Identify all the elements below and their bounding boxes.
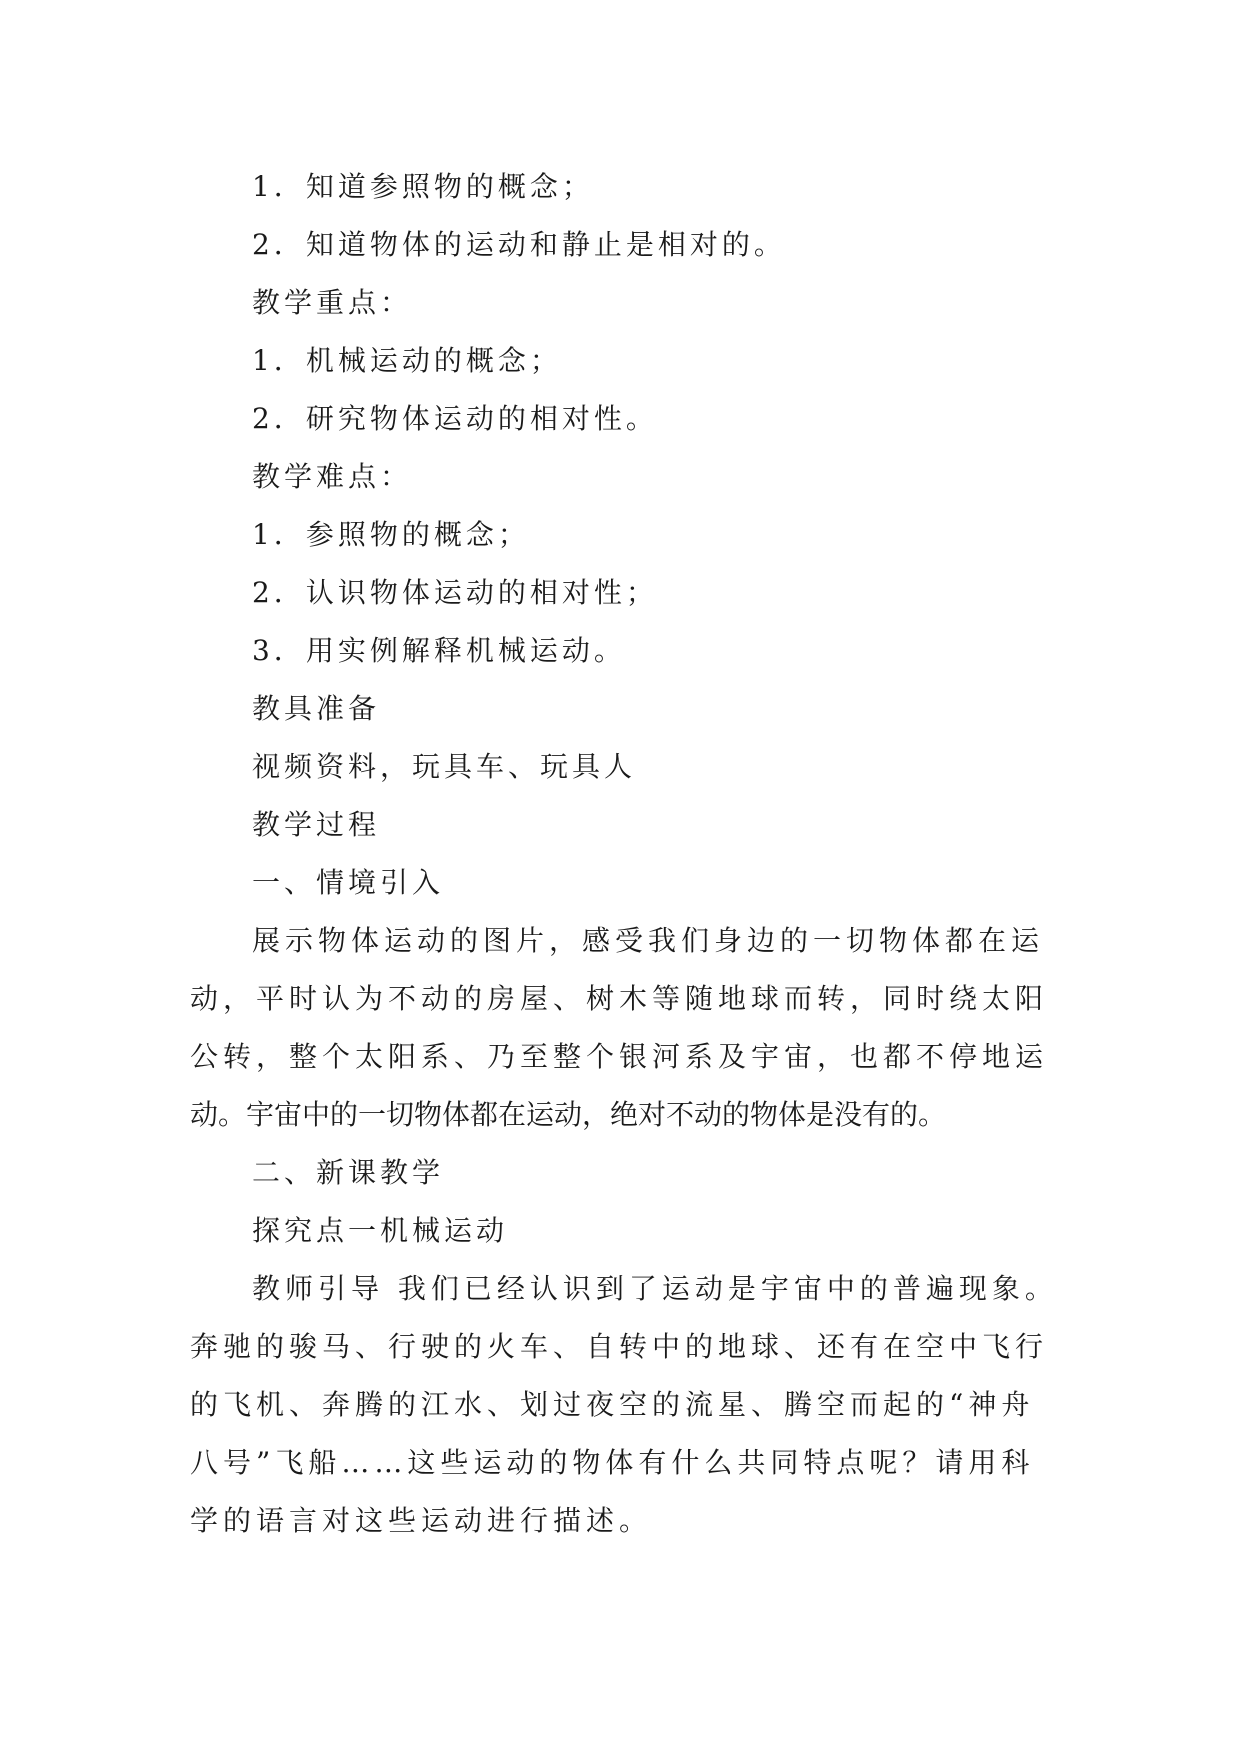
difficulty-3: 3．用实例解释机械运动。 (252, 634, 626, 667)
document-body (190, 158, 1060, 1550)
key-point-2: 2．研究物体运动的相对性。 (252, 402, 658, 435)
difficulty-2: 2．认识物体运动的相对性； (252, 576, 658, 609)
teaching-process-heading: 教学过程 (252, 808, 381, 841)
teacher-guidance-paragraph: 教师引导 我们已经认识到了运动是宇宙中的普遍现象。奔驰的骏马、行驶的火车、自转中的地球、还有在空中飞行的飞机、奔腾的江水、划过夜空的流星、腾空而起的“神舟八号”飞船……这些运动的物体有什么共同特点呢？请用科学的语言对这些运动进行描述。 (190, 1272, 1058, 1537)
intro-paragraph: 展示物体运动的图片，感受我们身边的一切物体都在运动，平时认为不动的房屋、树木等随地球而转，同时绕太阳公转，整个太阳系、乃至整个银河系及宇宙，也都不停地运 (190, 924, 1049, 1073)
intro-paragraph-last-line: 动。宇宙中的一切物体都在运动，绝对不动的物体是没有的。 (190, 1098, 947, 1131)
teaching-aids-heading: 教具准备 (252, 692, 381, 725)
difficulty-1: 1．参照物的概念； (252, 518, 530, 551)
key-point-1: 1．机械运动的概念； (252, 344, 562, 377)
objective-line-1: 1．知道参照物的概念； (252, 170, 594, 203)
explore-point-heading: 探究点一机械运动 (252, 1214, 509, 1247)
teaching-key-points-heading: 教学重点： (252, 286, 413, 319)
teaching-difficulties-heading: 教学难点： (252, 460, 413, 493)
teaching-aids-list: 视频资料，玩具车、玩具人 (252, 750, 637, 783)
objective-line-2: 2．知道物体的运动和静止是相对的。 (252, 228, 786, 261)
section-two-heading: 二、新课教学 (252, 1156, 445, 1189)
section-one-heading: 一、情境引入 (252, 866, 445, 899)
